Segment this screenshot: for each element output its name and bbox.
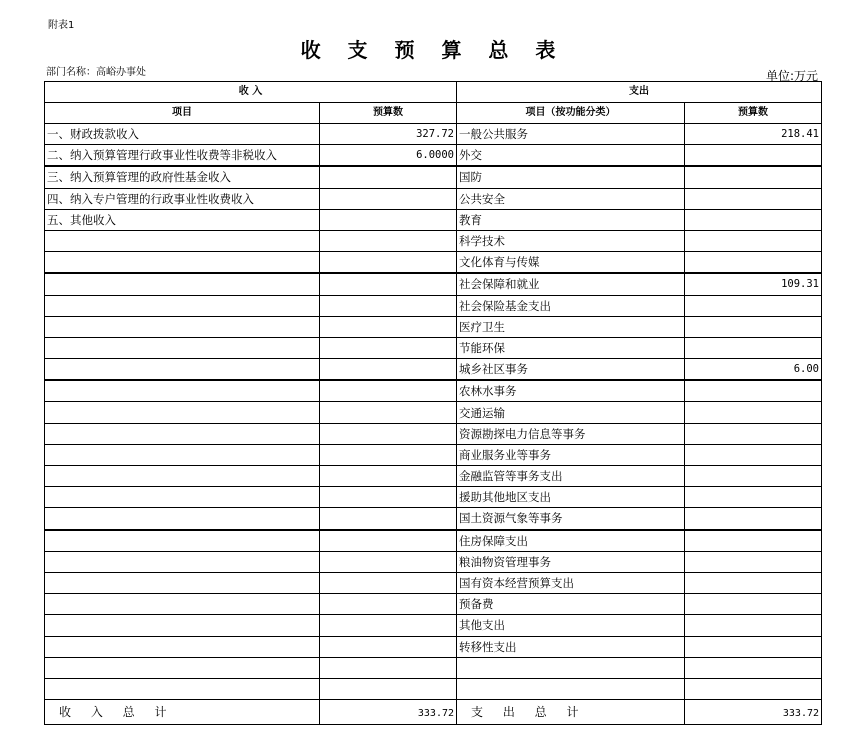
expense-total-label: 支 出 总 计	[457, 700, 685, 725]
income-item-cell	[45, 530, 320, 552]
income-item-cell	[45, 508, 320, 530]
table-row	[45, 337, 822, 358]
table-row	[45, 209, 822, 230]
expense-amount-cell	[685, 252, 822, 274]
income-amount-cell	[320, 572, 457, 593]
income-item-header: 项目	[45, 103, 320, 124]
income-amount-cell	[320, 508, 457, 530]
income-item-cell	[45, 295, 320, 316]
expense-item-cell: 文化体育与传媒	[457, 252, 685, 274]
expense-amount-cell	[685, 166, 822, 188]
expense-amount-cell: 6.00	[685, 359, 822, 381]
income-amount-cell: 327.72	[320, 124, 457, 145]
income-item-cell	[45, 316, 320, 337]
table-row	[45, 678, 822, 699]
expense-amount-cell	[685, 337, 822, 358]
expense-item-cell: 一般公共服务	[457, 124, 685, 145]
income-amount-cell	[320, 423, 457, 444]
department-name: 部门名称：高峪办事处	[46, 67, 146, 78]
table-row	[45, 273, 822, 295]
table-row	[45, 124, 822, 145]
expense-amount-cell	[685, 402, 822, 423]
expense-item-cell: 节能环保	[457, 337, 685, 358]
table-row	[45, 188, 822, 209]
expense-item-cell: 粮油物资管理事务	[457, 551, 685, 572]
income-amount-cell	[320, 359, 457, 381]
income-total-label: 收 入 总 计	[45, 700, 320, 725]
income-item-cell	[45, 466, 320, 487]
income-amount-cell	[320, 273, 457, 295]
expense-item-cell: 农林水事务	[457, 380, 685, 402]
income-item-cell	[45, 230, 320, 251]
income-item-cell	[45, 444, 320, 465]
expense-item-cell: 公共安全	[457, 188, 685, 209]
income-item-cell: 一、财政拨款收入	[45, 124, 320, 145]
table-row	[45, 166, 822, 188]
expense-item-cell: 国土资源气象等事务	[457, 508, 685, 530]
table-row	[45, 572, 822, 593]
table-row	[45, 594, 822, 615]
income-item-cell	[45, 337, 320, 358]
income-amount-cell	[320, 678, 457, 699]
income-item-cell	[45, 273, 320, 295]
expense-item-cell: 教育	[457, 209, 685, 230]
income-amount-cell	[320, 657, 457, 678]
expense-amount-cell	[685, 594, 822, 615]
income-amount-cell	[320, 252, 457, 274]
income-item-cell	[45, 636, 320, 657]
income-item-cell: 五、其他收入	[45, 209, 320, 230]
income-item-cell	[45, 487, 320, 508]
expense-amount-cell	[685, 487, 822, 508]
expense-amount-cell	[685, 380, 822, 402]
expense-item-cell: 商业服务业等事务	[457, 444, 685, 465]
expense-item-cell: 转移性支出	[457, 636, 685, 657]
expense-amount-cell	[685, 145, 822, 167]
income-amount-cell	[320, 209, 457, 230]
expense-total-value: 333.72	[685, 700, 822, 725]
expense-amount-cell	[685, 530, 822, 552]
table-row	[45, 551, 822, 572]
income-item-cell	[45, 380, 320, 402]
table-row	[45, 508, 822, 530]
expense-item-cell: 金融监管等事务支出	[457, 466, 685, 487]
income-amount-cell	[320, 166, 457, 188]
income-amount-cell	[320, 295, 457, 316]
table-row	[45, 380, 822, 402]
expense-amount-cell: 109.31	[685, 273, 822, 295]
table-row	[45, 444, 822, 465]
income-amount-cell	[320, 530, 457, 552]
income-amount-cell	[320, 615, 457, 636]
income-item-cell	[45, 359, 320, 381]
table-row	[45, 487, 822, 508]
table-row	[45, 359, 822, 381]
column-header-row	[45, 103, 822, 124]
income-item-cell	[45, 252, 320, 274]
table-row	[45, 657, 822, 678]
table-row	[45, 145, 822, 167]
expense-item-cell: 住房保障支出	[457, 530, 685, 552]
income-amount-cell	[320, 594, 457, 615]
table-row	[45, 402, 822, 423]
income-item-cell: 二、纳入预算管理行政事业性收费等非税收入	[45, 145, 320, 167]
income-amount-cell	[320, 316, 457, 337]
expense-item-cell	[457, 657, 685, 678]
expense-item-cell	[457, 678, 685, 699]
page-title: 收 支 预 算 总 表	[300, 38, 566, 62]
income-amount-cell	[320, 444, 457, 465]
table-row	[45, 423, 822, 444]
income-amount-cell	[320, 636, 457, 657]
expense-section-header: 支出	[457, 82, 822, 103]
income-item-cell: 三、纳入预算管理的政府性基金收入	[45, 166, 320, 188]
income-item-cell	[45, 551, 320, 572]
annex-label: 附表1	[48, 20, 75, 31]
income-amount-cell	[320, 487, 457, 508]
income-item-cell	[45, 423, 320, 444]
expense-amount-cell: 218.41	[685, 124, 822, 145]
table-row	[45, 466, 822, 487]
income-total-value: 333.72	[320, 700, 457, 725]
expense-item-cell: 国防	[457, 166, 685, 188]
table-row	[45, 316, 822, 337]
income-amount-cell	[320, 551, 457, 572]
income-item-cell	[45, 615, 320, 636]
income-item-cell	[45, 678, 320, 699]
income-item-cell	[45, 657, 320, 678]
table-row	[45, 615, 822, 636]
income-amount-cell	[320, 337, 457, 358]
budget-table	[44, 81, 822, 725]
expense-item-cell: 预备费	[457, 594, 685, 615]
expense-amount-cell	[685, 295, 822, 316]
expense-budget-header: 预算数	[685, 103, 822, 124]
expense-item-cell: 医疗卫生	[457, 316, 685, 337]
expense-item-cell: 外交	[457, 145, 685, 167]
table-row	[45, 252, 822, 274]
expense-amount-cell	[685, 209, 822, 230]
expense-amount-cell	[685, 466, 822, 487]
income-item-cell	[45, 572, 320, 593]
expense-item-cell: 援助其他地区支出	[457, 487, 685, 508]
expense-item-cell: 科学技术	[457, 230, 685, 251]
expense-item-header: 项目（按功能分类）	[457, 103, 685, 124]
expense-item-cell: 国有资本经营预算支出	[457, 572, 685, 593]
income-amount-cell: 6.0000	[320, 145, 457, 167]
income-item-cell: 四、纳入专户管理的行政事业性收费收入	[45, 188, 320, 209]
expense-amount-cell	[685, 316, 822, 337]
income-amount-cell	[320, 380, 457, 402]
expense-amount-cell	[685, 230, 822, 251]
expense-amount-cell	[685, 615, 822, 636]
table-row	[45, 295, 822, 316]
expense-amount-cell	[685, 508, 822, 530]
income-amount-cell	[320, 230, 457, 251]
expense-amount-cell	[685, 423, 822, 444]
income-amount-cell	[320, 402, 457, 423]
expense-item-cell: 城乡社区事务	[457, 359, 685, 381]
table-row	[45, 636, 822, 657]
income-budget-header: 预算数	[320, 103, 457, 124]
expense-amount-cell	[685, 551, 822, 572]
expense-item-cell: 其他支出	[457, 615, 685, 636]
expense-item-cell: 社会保障和就业	[457, 273, 685, 295]
totals-row	[45, 700, 822, 725]
income-item-cell	[45, 402, 320, 423]
expense-item-cell: 资源勘探电力信息等事务	[457, 423, 685, 444]
expense-amount-cell	[685, 636, 822, 657]
expense-item-cell: 社会保险基金支出	[457, 295, 685, 316]
expense-amount-cell	[685, 657, 822, 678]
section-header-row	[45, 82, 822, 103]
income-item-cell	[45, 594, 320, 615]
table-row	[45, 530, 822, 552]
expense-amount-cell	[685, 444, 822, 465]
income-amount-cell	[320, 188, 457, 209]
table-row	[45, 230, 822, 251]
expense-amount-cell	[685, 188, 822, 209]
expense-item-cell: 交通运输	[457, 402, 685, 423]
income-amount-cell	[320, 466, 457, 487]
expense-amount-cell	[685, 572, 822, 593]
income-section-header: 收 入	[45, 82, 457, 103]
unit-label: 单位:万元	[766, 69, 819, 83]
expense-amount-cell	[685, 678, 822, 699]
